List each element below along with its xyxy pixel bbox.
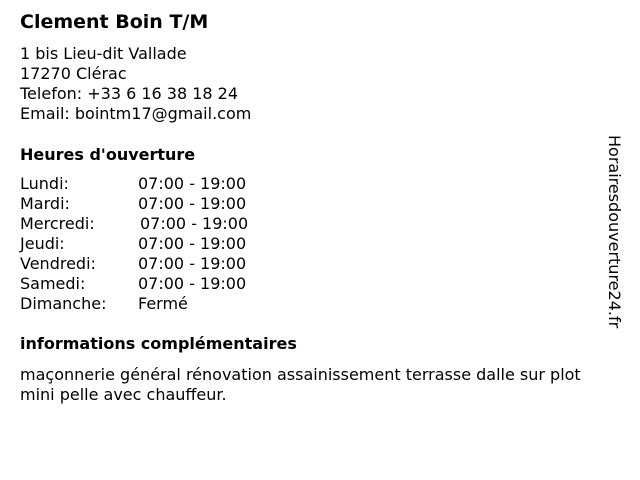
hours-row-saturday bbox=[20, 274, 280, 294]
contact-block bbox=[20, 44, 251, 124]
hours-day-label: Vendredi: bbox=[20, 254, 96, 273]
hours-time-value: 07:00 - 19:00 bbox=[138, 194, 247, 213]
opening-hours-heading: Heures d'ouverture bbox=[20, 145, 196, 164]
hours-time-value: 07:00 - 19:00 bbox=[138, 254, 247, 273]
hours-time-value: 07:00 - 19:00 bbox=[140, 214, 249, 233]
hours-day-label: Mardi: bbox=[20, 194, 70, 213]
hours-time-value: 07:00 - 19:00 bbox=[138, 274, 247, 293]
site-watermark: Horairesdouverture24.fr bbox=[605, 135, 624, 329]
opening-hours-table bbox=[20, 174, 280, 314]
business-name: Clement Boin T/M bbox=[20, 11, 209, 33]
hours-time-value: Fermé bbox=[138, 294, 188, 313]
hours-row-thursday bbox=[20, 234, 280, 254]
additional-info-heading: informations complémentaires bbox=[20, 334, 297, 353]
email-row bbox=[20, 104, 251, 124]
hours-day-label: Dimanche: bbox=[20, 294, 107, 313]
hours-row-sunday bbox=[20, 294, 280, 314]
email-link[interactable]: bointm17@gmail.com bbox=[74, 104, 252, 123]
address-street: 1 bis Lieu-dit Vallade bbox=[20, 44, 187, 63]
hours-time-value: 07:00 - 19:00 bbox=[138, 234, 247, 253]
phone-number[interactable]: Telefon: +33 6 16 38 18 24 bbox=[20, 84, 239, 103]
hours-day-label: Jeudi: bbox=[20, 234, 65, 253]
hours-day-label: Mercredi: bbox=[20, 214, 95, 233]
email-label: Email: bbox=[20, 104, 75, 123]
hours-row-friday bbox=[20, 254, 280, 274]
hours-row-monday bbox=[20, 174, 280, 194]
hours-row-tuesday bbox=[20, 194, 280, 214]
address-city: 17270 Clérac bbox=[20, 64, 127, 83]
hours-row-wednesday bbox=[20, 214, 280, 234]
hours-day-label: Lundi: bbox=[20, 174, 69, 193]
hours-time-value: 07:00 - 19:00 bbox=[138, 174, 247, 193]
additional-info-text: maçonnerie général rénovation assainissement terrasse dalle sur plot mini pelle avec chauffeur. bbox=[20, 365, 581, 404]
hours-day-label: Samedi: bbox=[20, 274, 86, 293]
